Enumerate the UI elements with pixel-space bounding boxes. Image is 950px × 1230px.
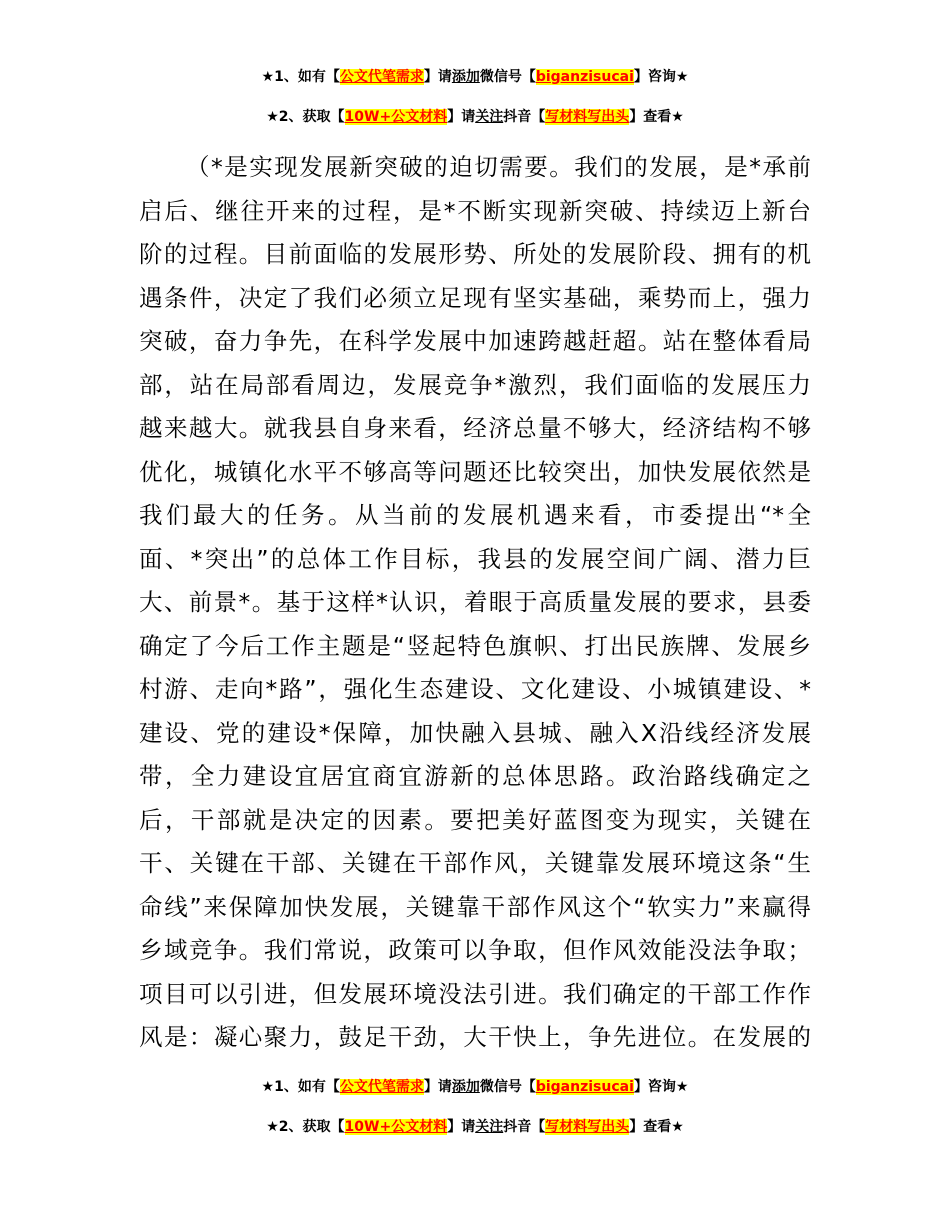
body-line: 我们最大的任务。从当前的发展机遇来看，市委提出“*全 [139, 501, 811, 529]
document-body [139, 146, 811, 1060]
body-line: 后，干部就是决定的因素。要把美好蓝图变为现实，关键在 [139, 805, 811, 834]
star-icon: ★ [671, 109, 684, 125]
star-icon: ★ [261, 1079, 275, 1095]
body-line: 面、*突出”的总体工作目标，我县的发展空间广阔、潜力巨 [139, 544, 811, 573]
body-line: 大、前景*。基于这样*认识，着眼于高质量发展的要求，县委 [139, 588, 811, 616]
star-icon: ★ [675, 1079, 689, 1095]
highlight-ghostwriting: 公文代笔需求 [339, 69, 424, 85]
body-line: 建设、党的建设*保障，加快融入县城、融入X沿线经济发展 [139, 718, 811, 747]
wechat-id: biganzisucai [535, 1079, 634, 1095]
body-line: 阶的过程。目前面临的发展形势、所处的发展阶段、拥有的机 [139, 240, 811, 268]
footer-banner-line-2: ★2、获取【10W+公文材料】请关注抖音【写材料写出头】查看★ [266, 1119, 684, 1135]
highlight-materials: 10W+公文材料 [344, 1119, 448, 1135]
star-icon: ★ [675, 69, 689, 85]
star-icon: ★ [266, 1119, 279, 1135]
douyin-account: 写材料写出头 [545, 1119, 630, 1135]
header-banner-line-1: ★1、如有【公文代笔需求】请添加微信号【biganzisucai】咨询★ [261, 69, 689, 85]
douyin-account: 写材料写出头 [545, 109, 630, 125]
body-line: 命线”来保障加快发展，关键靠干部作风这个“软实力”来赢得 [139, 892, 811, 921]
footer-banner-line-1: ★1、如有【公文代笔需求】请添加微信号【biganzisucai】咨询★ [261, 1079, 689, 1095]
body-line: 遇条件，决定了我们必须立足现有坚实基础，乘势而上，强力 [139, 283, 811, 312]
highlight-ghostwriting: 公文代笔需求 [339, 1079, 424, 1095]
body-line: 干、关键在干部、关键在干部作风，关键靠发展环境这条“生 [139, 849, 811, 877]
body-line: 优化，城镇化水平不够高等问题还比较突出，加快发展依然是 [139, 457, 811, 486]
header-banner-line-2: ★2、获取【10W+公文材料】请关注抖音【写材料写出头】查看★ [266, 109, 684, 125]
body-line: 部，站在局部看周边，发展竞争*激烈，我们面临的发展压力 [139, 370, 811, 399]
body-line: 项目可以引进，但发展环境没法引进。我们确定的干部工作作 [139, 979, 811, 1008]
body-line: 突破，奋力争先，在科学发展中加速跨越赶超。站在整体看局 [139, 327, 811, 355]
star-icon: ★ [266, 109, 279, 125]
star-icon: ★ [261, 69, 275, 85]
body-line: 确定了今后工作主题是“竖起特色旗帜、打出民族牌、发展乡 [139, 631, 811, 660]
wechat-id: biganzisucai [535, 69, 634, 85]
body-line: 启后、继往开来的过程，是*不断实现新突破、持续迈上新台 [139, 196, 811, 225]
body-line: 风是：凝心聚力，鼓足干劲，大干快上，争先进位。在发展的 [139, 1023, 811, 1051]
body-line: 村游、走向*路”，强化生态建设、文化建设、小城镇建设、* [139, 675, 811, 703]
star-icon: ★ [671, 1119, 684, 1135]
highlight-materials: 10W+公文材料 [344, 109, 448, 125]
body-line: （*是实现发展新突破的迫切需要。我们的发展，是*承前 [186, 153, 811, 181]
body-line: 越来越大。就我县自身来看，经济总量不够大，经济结构不够 [139, 414, 811, 442]
body-line: 带，全力建设宜居宜商宜游新的总体思路。政治路线确定之 [139, 762, 811, 790]
body-line: 乡域竞争。我们常说，政策可以争取，但作风效能没法争取； [139, 936, 811, 964]
